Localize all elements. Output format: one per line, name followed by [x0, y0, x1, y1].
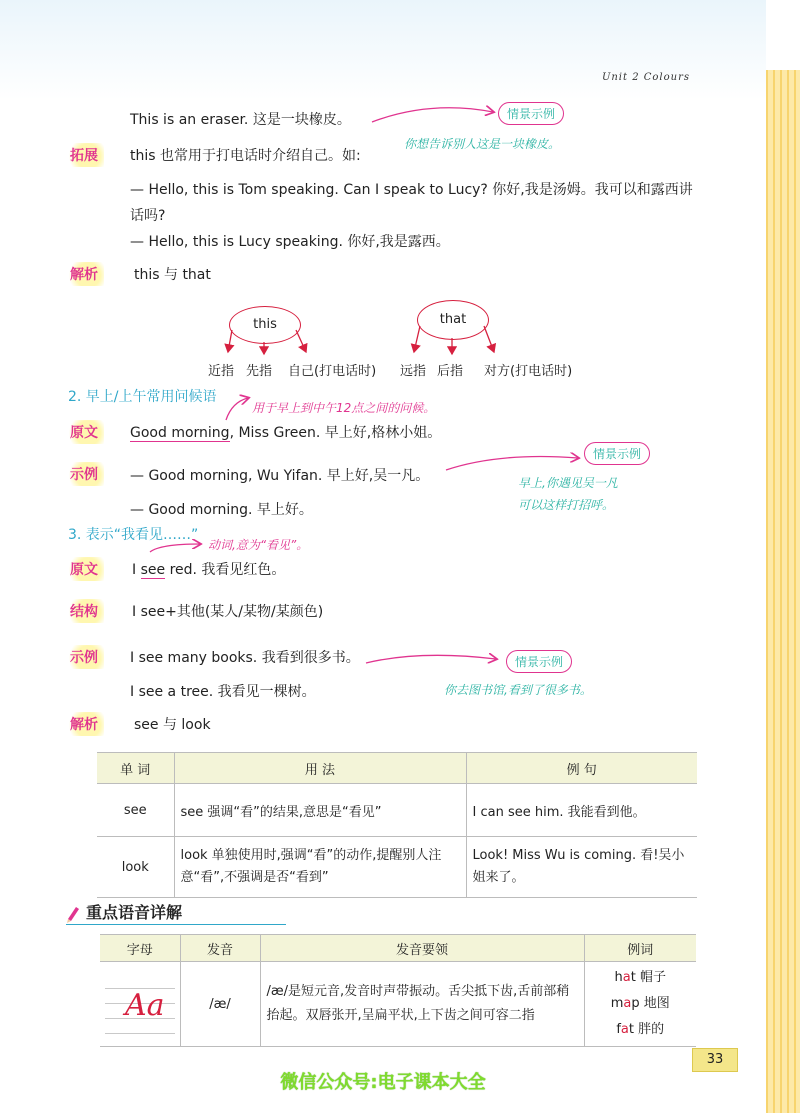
word-meaning: 胖的	[638, 1022, 665, 1037]
letter-lines	[105, 974, 175, 1034]
table-header: 发音要领	[260, 935, 584, 962]
oval-this-label: this	[253, 317, 277, 332]
page-number: 33	[692, 1048, 738, 1072]
see-books-sentence: I see many books. 我看到很多书。	[130, 650, 360, 666]
phonics-title-text: 重点语音详解	[86, 903, 183, 922]
eraser-sentence: This is an eraser. 这是一块橡皮。	[130, 112, 351, 128]
see-red-a: I	[132, 562, 141, 578]
running-header: Unit 2 Colours	[601, 72, 690, 83]
section-title-rule	[66, 924, 286, 925]
arrow-see	[150, 544, 200, 552]
that-item-2: 后指	[437, 364, 464, 379]
scene-note-1: 你想告诉别人这是一块橡皮。	[404, 137, 561, 151]
table-header: 例 句	[466, 753, 697, 784]
see-red-see: see	[140, 562, 166, 578]
scene-bubble-2: 情景示例	[584, 442, 650, 465]
table-header: 例词	[584, 935, 696, 962]
word-part: t	[630, 970, 636, 985]
tip-cell: /æ/是短元音,发音时声带振动。舌尖抵下齿,舌前部稍抬起。双唇张开,呈扁平状,上下齿之间可容二指	[260, 962, 584, 1047]
word-vowel: a	[622, 970, 631, 985]
arrow-good-morning	[226, 398, 248, 420]
gm-example-2: — Good morning. 早上好。	[130, 502, 313, 518]
scene-note-3: 你去图书馆,看到了很多书。	[444, 683, 592, 697]
oval-that-label: that	[439, 312, 467, 327]
good-morning-rest: , Miss Green. 早上好,格林小姐。	[229, 425, 442, 441]
good-morning-original	[130, 422, 441, 442]
scene-note-2a: 早上,你遇见吴一凡	[518, 476, 618, 490]
sound-cell: /æ/	[180, 962, 260, 1047]
scene-bubble-3: 情景示例	[506, 650, 572, 673]
arrow-wu-yifan	[446, 457, 578, 471]
word-vowel: a	[623, 996, 632, 1011]
gm-example-1: — Good morning, Wu Yifan. 早上好,吴一凡。	[130, 468, 430, 484]
phone-line-2: — Hello, this is Lucy speaking. 你好,我是露西。	[130, 234, 450, 250]
this-arrow-3	[296, 330, 306, 352]
tag-jiegou: 结构	[64, 599, 104, 623]
good-morning-underlined: Good morning	[130, 425, 230, 441]
table-cell: see 强调“看”的结果,意思是“看见”	[174, 784, 466, 837]
scene-bubble-1: 情景示例	[498, 102, 564, 125]
table-cell: look 单独使用时,强调“看”的动作,提醒别人注意“看”,不强调是否“看到”	[174, 837, 466, 898]
tag-yuanwen-2: 原文	[64, 557, 104, 581]
section-2-note: 用于早上到中午12点之间的问候。	[252, 401, 436, 415]
word-part: p	[631, 996, 640, 1011]
tag-jiexi-1: 解析	[64, 262, 104, 286]
section-3-heading: 3. 表示“我看见……”	[68, 527, 199, 543]
table-header: 用 法	[174, 753, 466, 784]
pencil-icon	[66, 905, 80, 923]
table-header: 单 词	[97, 753, 174, 784]
word-part: m	[610, 996, 624, 1011]
that-item-3: 对方(打电话时)	[484, 364, 573, 379]
scene-note-2b: 可以这样打招呼。	[518, 498, 615, 512]
that-item-1: 远指	[400, 364, 427, 379]
this-arrow-1	[228, 330, 232, 352]
arrow-books	[366, 655, 496, 663]
tag-jiexi-2: 解析	[64, 712, 104, 736]
section-3-note: 动词,意为“看见”。	[208, 538, 309, 552]
table-cell: I can see him. 我能看到他。	[466, 784, 697, 837]
letter-cell	[100, 962, 180, 1047]
tag-yuanwen-1: 原文	[64, 420, 104, 444]
phonics-table	[100, 934, 696, 1047]
this-item-3: 自己(打电话时)	[288, 364, 377, 379]
table-row	[100, 962, 696, 1047]
this-that-title: this 与 that	[134, 267, 211, 283]
word-meaning: 地图	[643, 996, 670, 1011]
word-part: h	[614, 970, 623, 985]
oval-this	[229, 306, 301, 344]
see-look-table	[97, 752, 697, 898]
section-2-heading: 2. 早上/上午常用问候语	[68, 389, 217, 405]
tag-shili-2: 示例	[64, 645, 104, 669]
this-item-1: 近指	[208, 364, 235, 379]
table-row	[97, 784, 697, 837]
see-tree-sentence: I see a tree. 我看见一棵树。	[130, 684, 316, 700]
examples-cell	[584, 962, 696, 1047]
word-part: t	[628, 1022, 634, 1037]
this-item-2: 先指	[246, 364, 273, 379]
table-header-row	[100, 935, 696, 962]
table-cell: see	[97, 784, 174, 837]
see-red-sentence	[132, 559, 285, 579]
table-cell: look	[97, 837, 174, 898]
example-word	[586, 1017, 696, 1043]
example-word	[586, 991, 696, 1017]
structure-text: I see+其他(某人/某物/某颜色)	[132, 604, 324, 620]
word-vowel: a	[620, 1022, 629, 1037]
that-arrow-1	[414, 326, 420, 352]
arrow-eraser	[372, 108, 493, 122]
letter-aa: Aa	[125, 988, 165, 1023]
table-header: 发音	[180, 935, 260, 962]
table-cell: Look! Miss Wu is coming. 看!吴小姐来了。	[466, 837, 697, 898]
table-header-row	[97, 753, 697, 784]
phone-line-1a: — Hello, this is Tom speaking. Can I speak to Lucy? 你好,我是汤姆。我可以和露西讲	[130, 182, 693, 198]
table-header: 字母	[100, 935, 180, 962]
that-arrow-3	[484, 326, 494, 352]
tag-shili-1: 示例	[64, 462, 104, 486]
table-row	[97, 837, 697, 898]
word-part: f	[616, 1022, 621, 1037]
oval-that	[417, 300, 489, 340]
tag-tuozhan: 拓展	[64, 143, 104, 167]
footer-watermark: 微信公众号:电子课本大全	[280, 1072, 486, 1093]
tuozhan-text: this 也常用于打电话时介绍自己。如:	[130, 148, 361, 164]
word-meaning: 帽子	[639, 970, 666, 985]
see-look-title: see 与 look	[134, 717, 211, 733]
example-word	[586, 965, 696, 991]
see-red-b: red. 我看见红色。	[165, 562, 286, 578]
phonics-section-title	[66, 900, 182, 923]
phone-line-1b: 话吗?	[130, 208, 166, 224]
